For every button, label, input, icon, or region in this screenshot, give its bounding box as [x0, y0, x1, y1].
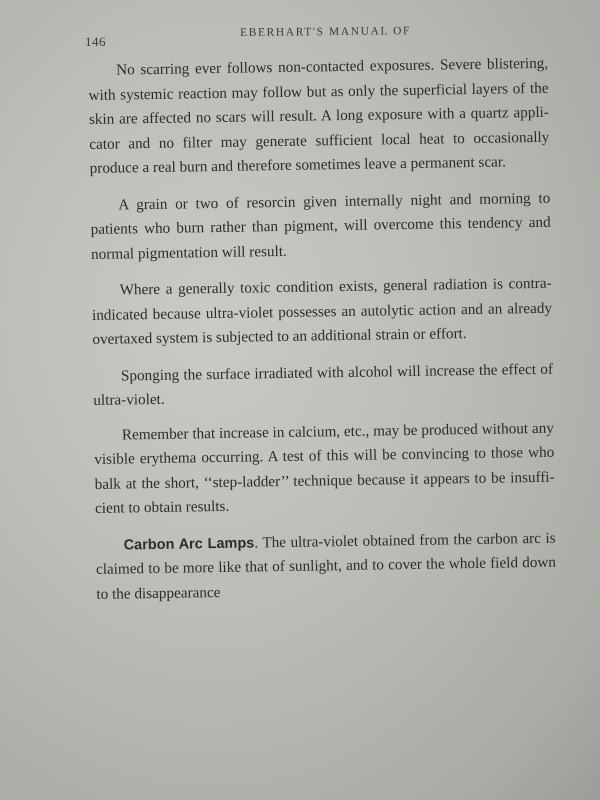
paragraph-carbon-arc	[95, 526, 556, 607]
paragraph-alcohol: Sponging the surface irradiated with alcohol will increase the effect of ultra-violet.	[93, 360, 554, 409]
paragraph-toxic-condition: Where a generally toxic condition exists, general radiation is contra-indicated because ultra-violet possesses an autolytic action and an already overtaxed system is subjected to an additional strain or effort.	[91, 274, 553, 348]
section-heading-carbon-arc-lamps: Carbon Arc Lamps	[123, 534, 255, 553]
paragraph-calcium: Remember that increase in calcium, etc., may be produced without any visible erythema occurring. A test of this will be convincing to those who balk at the short, ‘‘step-ladder’’ technique because it appears to be insufficient to obtain results.	[94, 419, 555, 517]
running-head: EBERHART'S MANUAL OF	[240, 25, 412, 39]
page-body	[88, 52, 557, 619]
paragraph-resorcin: A grain or two of resorcin given internally night and morning to patients who burn rather than pigment, will overcome this tendency and normal pigmentation will result.	[90, 189, 551, 263]
page-number: 146	[85, 34, 106, 49]
carbon-arc-text: . The ultra-violet obtained from the carbon arc is claimed to be more like that of sunlight, and to cover the whole field down to the disappearance	[95, 529, 557, 603]
paragraph-scarring: No scarring ever follows non-contacted exposures. Severe blistering, with systemic reaction may follow but as only the superficial layers of the skin are affected no scars will result. A long exposure with a quartz applicator and no filter may generate sufficient local heat to occasionally produce a real burn and therefore sometimes leave a permanent scar.	[88, 54, 550, 177]
page-header	[85, 27, 555, 47]
